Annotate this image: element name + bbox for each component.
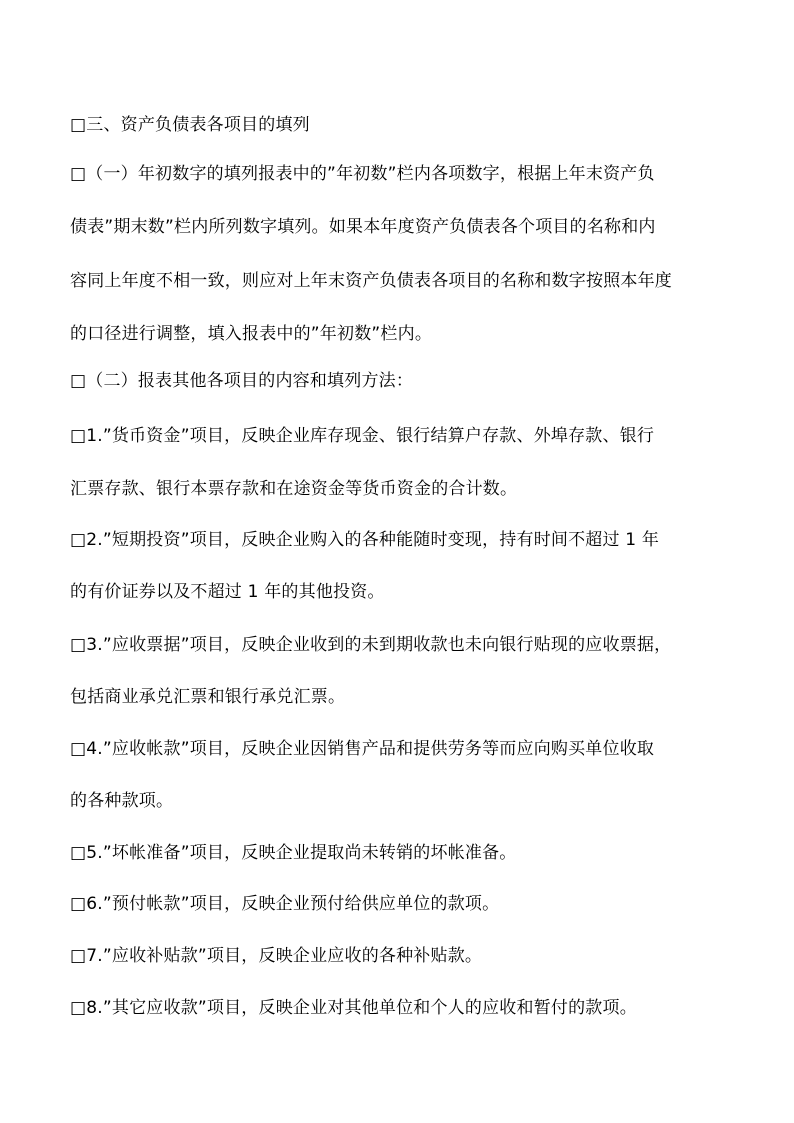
section-heading: □三、资产负债表各项目的填列 bbox=[70, 115, 310, 135]
paragraph-line: □1.”货币资金”项目，反映企业库存现金、银行结算户存款、外埠存款、银行 bbox=[70, 426, 655, 446]
paragraph-line: □8.”其它应收款”项目，反映企业对其他单位和个人的应收和暂付的款项。 bbox=[70, 998, 637, 1018]
paragraph-line: 债表”期末数”栏内所列数字填列。如果本年度资产负债表各个项目的名称和内 bbox=[70, 217, 656, 237]
paragraph-line: 包括商业承兑汇票和银行承兑汇票。 bbox=[70, 687, 346, 707]
paragraph-line: □4.”应收帐款”项目，反映企业因销售产品和提供劳务等而应向购买单位收取 bbox=[70, 739, 655, 759]
paragraph-line: 汇票存款、银行本票存款和在途资金等货币资金的合计数。 bbox=[70, 479, 518, 499]
paragraph-line: 的有价证券以及不超过 1 年的其他投资。 bbox=[70, 582, 385, 602]
paragraph-line: □7.”应收补贴款”项目，反映企业应收的各种补贴款。 bbox=[70, 946, 483, 966]
paragraph-line: □6.”预付帐款”项目，反映企业预付给供应单位的款项。 bbox=[70, 894, 500, 914]
paragraph-line: □2.”短期投资”项目，反映企业购入的各种能随时变现，持有时间不超过 1 年 bbox=[70, 530, 660, 550]
paragraph-line: 容同上年度不相一致，则应对上年末资产负债表各项目的名称和数字按照本年度 bbox=[70, 271, 672, 291]
paragraph-line: 的口径进行调整，填入报表中的”年初数”栏内。 bbox=[70, 324, 433, 344]
paragraph-line: □5.”坏帐准备”项目，反映企业提取尚未转销的坏帐准备。 bbox=[70, 843, 517, 863]
subsection-heading: □（二）报表其他各项目的内容和填列方法： bbox=[70, 371, 414, 391]
paragraph-line: □（一）年初数字的填列报表中的”年初数”栏内各项数字，根据上年末资产负 bbox=[70, 164, 655, 184]
paragraph-line: 的各种款项。 bbox=[70, 791, 174, 811]
paragraph-line: □3.”应收票据”项目，反映企业收到的未到期收款也未向银行贴现的应收票据， bbox=[70, 635, 672, 655]
